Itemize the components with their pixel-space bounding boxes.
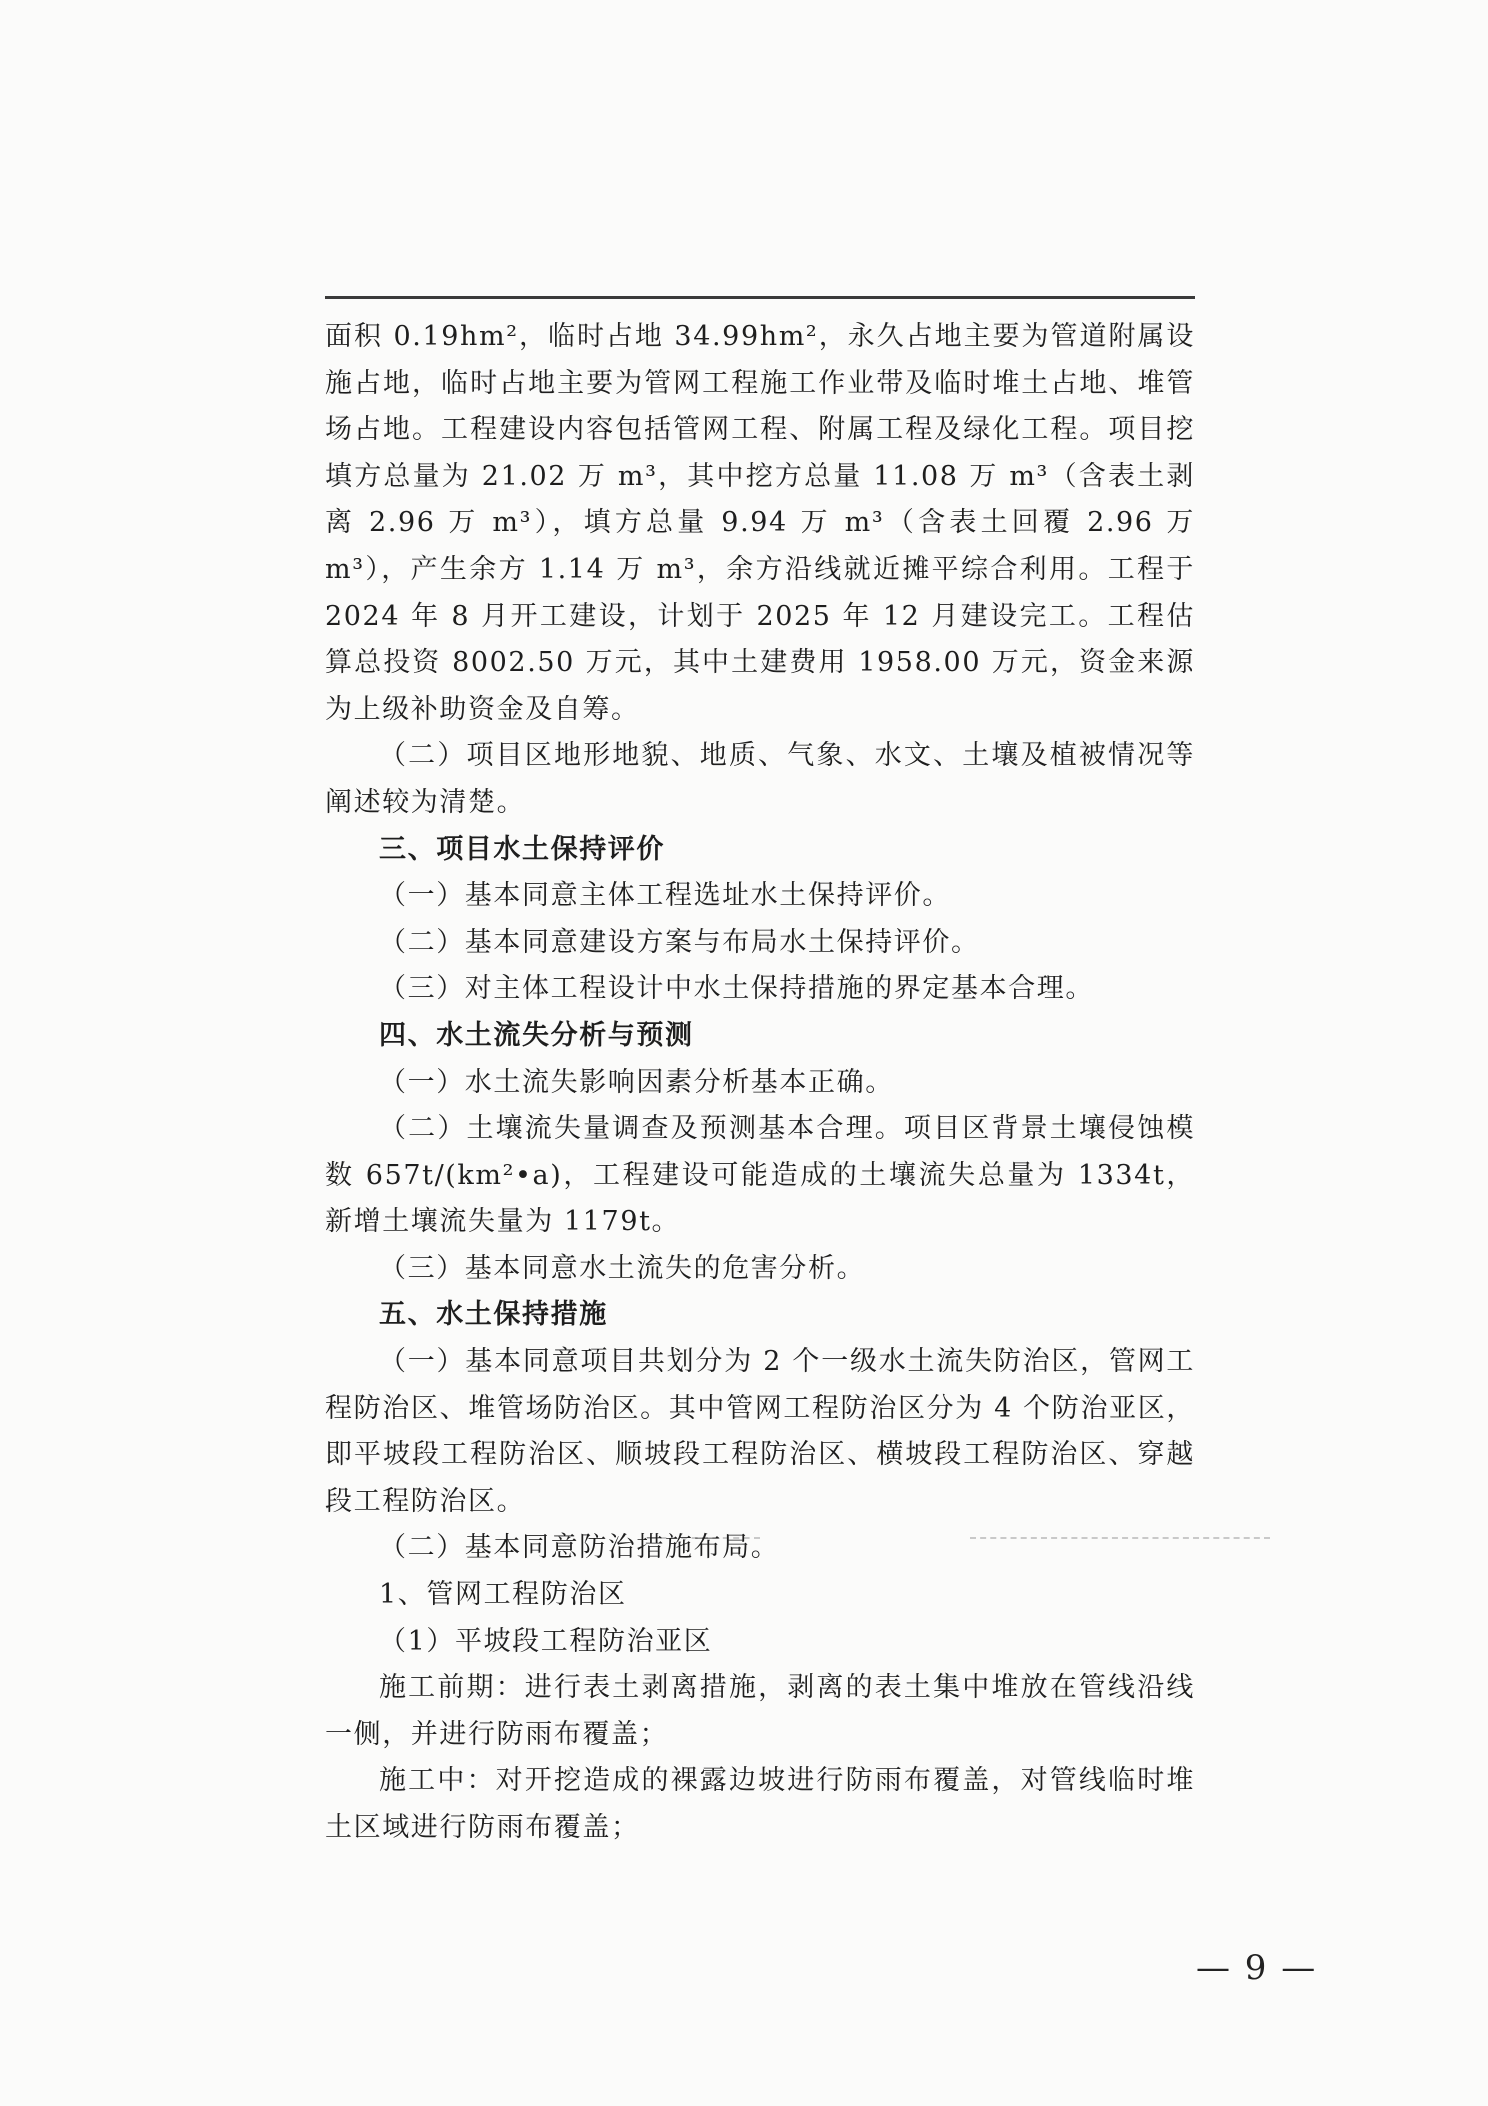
paragraph: 施工前期：进行表土剥离措施，剥离的表土集中堆放在管线沿线一侧，并进行防雨布覆盖；: [325, 1672, 1195, 1750]
paragraph: （二）项目区地形地貌、地质、气象、水文、土壤及植被情况等阐述较为清楚。: [325, 740, 1195, 818]
paragraph: （三）基本同意水土流失的危害分析。: [379, 1252, 866, 1284]
paragraph: （1）平坡段工程防治亚区: [379, 1625, 713, 1657]
paragraph: （三）对主体工程设计中水土保持措施的界定基本合理。: [379, 973, 1094, 1005]
paragraph: （一）水土流失影响因素分析基本正确。: [379, 1066, 894, 1098]
section-heading: 五、水土保持措施: [379, 1299, 608, 1331]
paragraph: （二）基本同意建设方案与布局水土保持评价。: [379, 926, 980, 958]
body-text: [325, 314, 1195, 1852]
paragraph: （一）基本同意项目共划分为 2 个一级水土流失防治区，管网工程防治区、堆管场防治区。其中管网工程防治区分为 4 个防治亚区，即平坡段工程防治区、顺坡段工程防治区、横坡段工程防治区、穿越段工程防治区。: [325, 1346, 1195, 1517]
section-heading: 四、水土流失分析与预测: [379, 1019, 694, 1051]
section-heading: 三、项目水土保持评价: [379, 833, 665, 865]
paragraph: 面积 0.19hm²，临时占地 34.99hm²，永久占地主要为管道附属设施占地，临时占地主要为管网工程施工作业带及临时堆土占地、堆管场占地。工程建设内容包括管网工程、附属工程及绿化工程。项目挖填方总量为 21.02 万 m³，其中挖方总量 11.08 万 m³（含表土剥离 2.96 万 m³），填方总量 9.94 万 m³（含表土回覆 2.96 万 m³），产生余方 1.14 万 m³，余方沿线就近摊平综合利用。工程于 2024 年 8 月开工建设，计划于 2025 年 12 月建设完工。工程估算总投资 8002.50 万元，其中土建费用 1958.00 万元，资金来源为上级补助资金及自筹。: [325, 321, 1195, 725]
paragraph: （二）基本同意防治措施布局。: [379, 1532, 780, 1564]
paragraph: 1、管网工程防治区: [379, 1579, 627, 1611]
paragraph: （一）基本同意主体工程选址水土保持评价。: [379, 880, 951, 912]
paragraph: 施工中：对开挖造成的裸露边坡进行防雨布覆盖，对管线临时堆土区域进行防雨布覆盖；: [325, 1765, 1195, 1843]
paragraph: （二）土壤流失量调查及预测基本合理。项目区背景土壤侵蚀模数 657t/(km²•a)，工程建设可能造成的土壤流失总量为 1334t，新增土壤流失量为 1179t。: [325, 1113, 1195, 1238]
page-number: — 9 —: [1196, 1948, 1318, 1988]
header-rule: [325, 296, 1195, 299]
